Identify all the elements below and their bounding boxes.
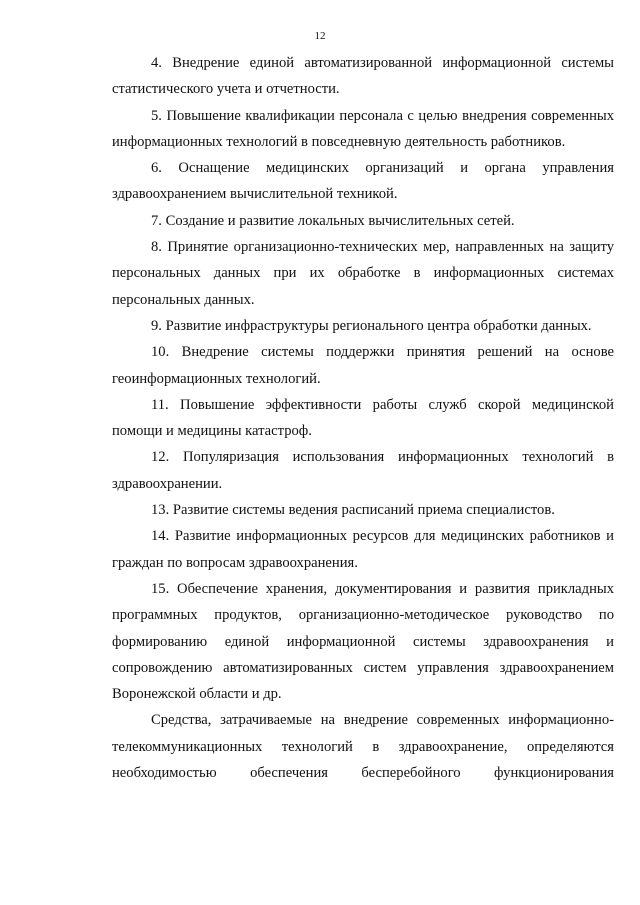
list-item-14: 14. Развитие информационных ресурсов для медицинских работников и граждан по вопросам здравоохранения. xyxy=(112,528,614,571)
list-item-6: 6. Оснащение медицинских организаций и органа управления здравоохранением вычислительной техникой. xyxy=(112,160,614,203)
closing-paragraph: Средства, затрачиваемые на внедрение современных информационно-телекоммуникационных технологий в здравоохранение, определяются необходимостью обеспечения бесперебойного функционирования xyxy=(112,712,614,782)
list-item-5: 5. Повышение квалификации персонала с целью внедрения современных информационных технологий в повседневную деятельность работников. xyxy=(112,107,614,150)
list-item-9: 9. Развитие инфраструктуры регионального центра обработки данных. xyxy=(151,317,592,334)
list-item-10: 10. Внедрение системы поддержки принятия решений на основе геоинформационных технологий. xyxy=(112,344,614,387)
list-item-13: 13. Развитие системы ведения расписаний приема специалистов. xyxy=(151,502,555,519)
list-item-11: 11. Повышение эффективности работы служб скорой медицинской помощи и медицины катастроф. xyxy=(112,396,614,440)
list-item-7: 7. Создание и развитие локальных вычислительных сетей. xyxy=(151,212,515,229)
document-body xyxy=(112,50,614,786)
list-item-8: 8. Принятие организационно-технических мер, направленных на защиту персональных данных при их обработке в информационных системах персональных данных. xyxy=(112,239,614,308)
list-item-12: 12. Популяризация использования информационных технологий в здравоохранении. xyxy=(112,449,614,492)
list-item-4: 4. Внедрение единой автоматизированной информационной системы статистического учета и отчетности. xyxy=(112,55,614,98)
page-number: 12 xyxy=(314,30,326,42)
list-item-15: 15. Обеспечение хранения, документирования и развития прикладных программных продуктов, организационно-методическое руководство по формированию единой информационной системы здравоохранения и сопровождению автоматизированных систем управления здравоохранением Воронежской области и др. xyxy=(112,580,614,703)
